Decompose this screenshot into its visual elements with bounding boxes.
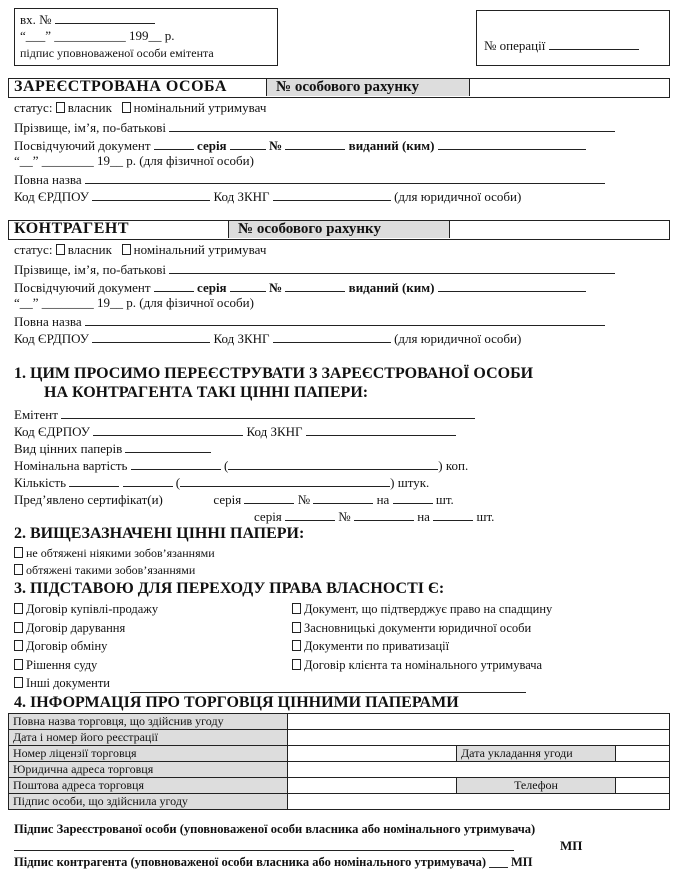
encumbered-checkbox[interactable]: [14, 564, 23, 575]
quantity-row: Кількість ( ) штук.: [14, 475, 430, 490]
nominee-checkbox[interactable]: [122, 102, 131, 113]
counterparty-orgname-row: Повна назва: [14, 312, 605, 330]
registered-status: статус: власник номінальний утримувач: [14, 100, 267, 115]
counterparty-fullname-row: Прізвище, ім’я, по-батькові: [14, 260, 615, 278]
basis-option-left: Договір обміну: [14, 638, 107, 654]
registered-orgname-row: Повна назва: [14, 170, 605, 188]
table-row: Підпис особи, що здійснила угоду: [9, 794, 670, 810]
basis-checkbox[interactable]: [292, 622, 301, 633]
counterparty-title: КОНТРАГЕНТ: [14, 220, 130, 237]
trader-info-table: [8, 713, 670, 810]
registered-fullname-row: Прізвище, ім’я, по-батькові: [14, 118, 615, 136]
incoming-number-label: вх. №: [20, 10, 155, 28]
registered-signature-label: Підпис Зареєстрованої особи (уповноваженої особи власника або номінального утримувача): [14, 822, 536, 836]
incoming-date: “___” ___________ 199__ р.: [20, 28, 175, 43]
basis-option-left: Рішення суду: [14, 657, 97, 673]
registered-signature-line[interactable]: [14, 850, 514, 851]
registered-fullname-field[interactable]: [169, 118, 615, 132]
section4-title: 4. ІНФОРМАЦІЯ ПРО ТОРГОВЦЯ ЦІННИМИ ПАПЕРАМИ: [14, 694, 459, 711]
basis-checkbox[interactable]: [14, 640, 23, 651]
basis-checkbox[interactable]: [14, 677, 23, 688]
registered-id-row: Посвідчуючий документ серія № виданий (ким): [14, 136, 586, 154]
basis-option-left: Інші документи: [14, 675, 110, 691]
trader-name-cell[interactable]: [288, 714, 670, 730]
cp-owner-checkbox[interactable]: [56, 244, 65, 255]
other-docs-line: [130, 692, 526, 693]
registered-codes-row: Код ЄРДПОУ Код ЗКНГ (для юридичної особи): [14, 189, 522, 204]
basis-checkbox[interactable]: [292, 659, 301, 670]
basis-checkbox[interactable]: [292, 640, 301, 651]
issuer-row: Емітент: [14, 405, 475, 423]
basis-checkbox[interactable]: [14, 659, 23, 670]
basis-option-left: Договір купівлі-продажу: [14, 601, 158, 617]
counterparty-status: статус: власник номінальний утримувач: [14, 242, 267, 257]
basis-checkbox[interactable]: [292, 603, 301, 614]
basis-option-right: Засновницькі документи юридичної особи: [292, 620, 531, 636]
table-row: Юридична адреса торговця: [9, 762, 670, 778]
s1-codes-row: Код ЄДРПОУ Код ЗКНГ: [14, 422, 456, 440]
registered-mp: МП: [560, 838, 583, 853]
owner-checkbox[interactable]: [56, 102, 65, 113]
kind-row: Вид цінних паперів: [14, 439, 211, 457]
s2-opt1: не обтяжені ніякими зобов’язаннями: [14, 545, 215, 561]
basis-checkbox[interactable]: [14, 603, 23, 614]
section3-title: 3. ПІДСТАВОЮ ДЛЯ ПЕРЕХОДУ ПРАВА ВЛАСНОСТІ Є:: [14, 580, 445, 597]
table-row: Поштова адреса торговця Телефон: [9, 778, 670, 794]
operation-number-label: № операції: [484, 36, 639, 54]
table-row: Повна назва торговця, що здійснив угоду: [9, 714, 670, 730]
registered-account-label: № особового рахунку: [276, 79, 419, 95]
section1-title-2: НА КОНТРАГЕНТА ТАКІ ЦІННІ ПАПЕРИ:: [44, 384, 369, 401]
table-row: Дата і номер його реєстрації: [9, 730, 670, 746]
nominal-row: Номінальна вартість ( ) коп.: [14, 458, 469, 473]
basis-option-right: Документ, що підтверджує право на спадщину: [292, 601, 552, 617]
registered-date-row: “__” ________ 19__ р. (для фізичної особи): [14, 153, 254, 168]
s2-opt2: обтяжені такими зобов’язаннями: [14, 562, 195, 578]
registered-title: ЗАРЕЄСТРОВАНА ОСОБА: [14, 78, 227, 95]
basis-option-right: Договір клієнта та номінального утримувача: [292, 657, 542, 673]
counterparty-signature-label: Підпис контрагента (уповноваженої особи власника або номінального утримувача) ___ МП: [14, 855, 533, 869]
counterparty-account-label: № особового рахунку: [238, 221, 381, 237]
issuer-sign-label: підпис уповноваженої особи емітента: [20, 46, 214, 60]
cert-row-1: Пред’явлено сертифікат(и) серія № на шт.: [14, 492, 454, 507]
cp-nominee-checkbox[interactable]: [122, 244, 131, 255]
section2-title: 2. ВИЩЕЗАЗНАЧЕНІ ЦІННІ ПАПЕРИ:: [14, 525, 305, 542]
unencumbered-checkbox[interactable]: [14, 547, 23, 558]
basis-checkbox[interactable]: [14, 622, 23, 633]
table-row: Номер ліцензії торговця Дата укладання угоди: [9, 746, 670, 762]
counterparty-id-row: Посвідчуючий документ серія № виданий (ким): [14, 278, 586, 296]
counterparty-date-row: “__” ________ 19__ р. (для фізичної особи): [14, 295, 254, 310]
basis-option-left: Договір дарування: [14, 620, 125, 636]
basis-option-right: Документи по приватизації: [292, 638, 449, 654]
section1-title-1: 1. ЦИМ ПРОСИМО ПЕРЕЄСТРУВАТИ З ЗАРЕЄСТРОВАНОЇ ОСОБИ: [14, 365, 534, 382]
counterparty-codes-row: Код ЄРДПОУ Код ЗКНГ (для юридичної особи): [14, 331, 522, 346]
cert-row-2: серія № на шт.: [254, 509, 495, 524]
